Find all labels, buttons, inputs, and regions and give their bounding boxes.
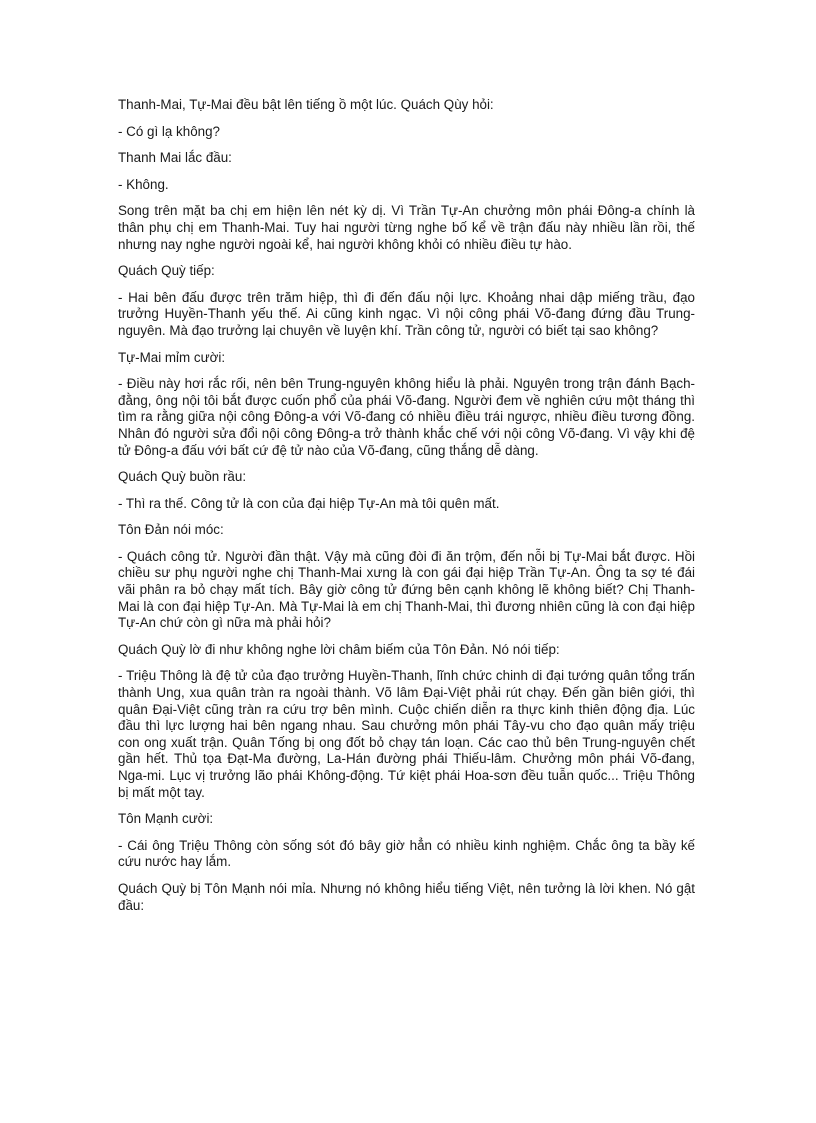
paragraph: - Có gì lạ không? — [118, 123, 220, 139]
paragraph: Quách Quỳ bị Tôn Mạnh nói mỉa. Nhưng nó không hiểu tiếng Việt, nên tưởng là lời khen. Nó gật đầu: — [118, 880, 695, 913]
paragraph: Tôn Đản nói móc: — [118, 522, 224, 538]
paragraph: Quách Quỳ lờ đi như không nghe lời châm biếm của Tôn Đản. Nó nói tiếp: — [118, 641, 560, 657]
paragraph: Thanh-Mai, Tự-Mai đều bật lên tiếng ồ một lúc. Quách Qùy hỏi: — [118, 97, 494, 112]
paragraph: - Cái ông Triệu Thông còn sống sót đó bây giờ hẳn có nhiều kinh nghiệm. Chắc ông ta bầy kế cứu nước hay lắm. — [118, 837, 695, 870]
paragraph: - Thì ra thế. Công tử là con của đại hiệp Tự-An mà tôi quên mất. — [118, 495, 500, 511]
paragraph: Song trên mặt ba chị em hiện lên nét kỳ dị. Vì Trần Tự-An chưởng môn phái Đông-a chính là thân phụ chị em Thanh-Mai. Tuy hai người từng nghe bố kể về trận đấu này nhiều lần rồi, thế nhưng nay nghe người ngoài kể, hai người không khỏi có nhiều điều tự hào. — [118, 203, 695, 252]
paragraph: - Hai bên đấu được trên trăm hiệp, thì đi đến đấu nội lực. Khoảng nhai dập miếng trầu, đạo trưởng Huyền-Thanh yếu thế. Ai cũng kinh ngạc. Vì nội công phái Võ-đang đứng đầu Trung-nguyên. Mà đạo trưởng lại chuyên về luyện khí. Trần công tử, người có biết tại sao không? — [118, 289, 695, 338]
paragraph: Tự-Mai mỉm cười: — [118, 349, 226, 365]
paragraph: - Triệu Thông là đệ tử của đạo trưởng Huyền-Thanh, lĩnh chức chinh di đại tướng quân tổng trấn thành Ung, xua quân tràn ra ngoài thành. Võ lâm Đại-Việt phải rút chạy. Đến gần biên giới, thì quân Đại-Việt cũng tràn ra cứu trợ bên mình. Cuộc chiến diễn ra thực kinh thiên động địa. Lúc đầu thì lực lượng hai bên ngang nhau. Sau chưởng môn phái Tây-vu cho đạo quân mấy triệu con ong xuất trận. Quân Tống bị ong đốt bỏ chạy tán loạn. Các cao thủ bên Trung-nguyên chết gần hết. Thủ tọa Đạt-Ma đường, La-Hán đường phái Thiếu-lâm. Chưởng môn phái Võ-đang, Nga-mi. Lục vị trưởng lão phái Không-động. Tứ kiệt phái Hoa-sơn đều tuẫn quốc... Triệu Thông bị mất một tay. — [118, 668, 695, 800]
paragraph: Quách Quỳ tiếp: — [118, 263, 215, 279]
paragraph: Tôn Mạnh cười: — [118, 811, 214, 827]
paragraph: Quách Quỳ buồn rầu: — [118, 469, 247, 485]
paragraph: - Điều này hơi rắc rối, nên bên Trung-nguyên không hiểu là phải. Nguyên trong trận đánh Bạch-đằng, ông nội tôi bắt được cuốn phổ của phái Võ-đang. Người đem về nghiên cứu một tháng thì tìm ra rằng giữa nội công Đông-a với Võ-đang có nhiều điều trái ngược, nhiều điều tương đồng. Nhân đó người sửa đổi nội công Đông-a trở thành khắc chế với nội công Võ-đang. Vì vậy khi đệ tử Đông-a đấu với bất cứ đệ tử nào của Võ-đang, cũng thắng dễ dàng. — [118, 376, 695, 458]
paragraph: - Không. — [118, 176, 169, 192]
document-page — [118, 97, 695, 924]
paragraph: Thanh Mai lắc đầu: — [118, 150, 232, 166]
paragraph: - Quách công tử. Người đần thật. Vậy mà cũng đòi đi ăn trộm, đến nỗi bị Tự-Mai bắt được. Hồi chiều sư phụ người nghe chị Thanh-Mai xưng là con gái đại hiệp Trần Tự-An. Ông ta sợ té đái vãi phân ra bỏ chạy mất tích. Bây giờ công tử đứng bên cạnh không lẽ không biết? Chị Thanh-Mai là con đại hiệp Tự-An. Mà Tự-Mai là em chị Thanh-Mai, thì đương nhiên cũng là con đại hiệp Tự-An chứ còn gì nữa mà phải hỏi? — [118, 548, 695, 631]
